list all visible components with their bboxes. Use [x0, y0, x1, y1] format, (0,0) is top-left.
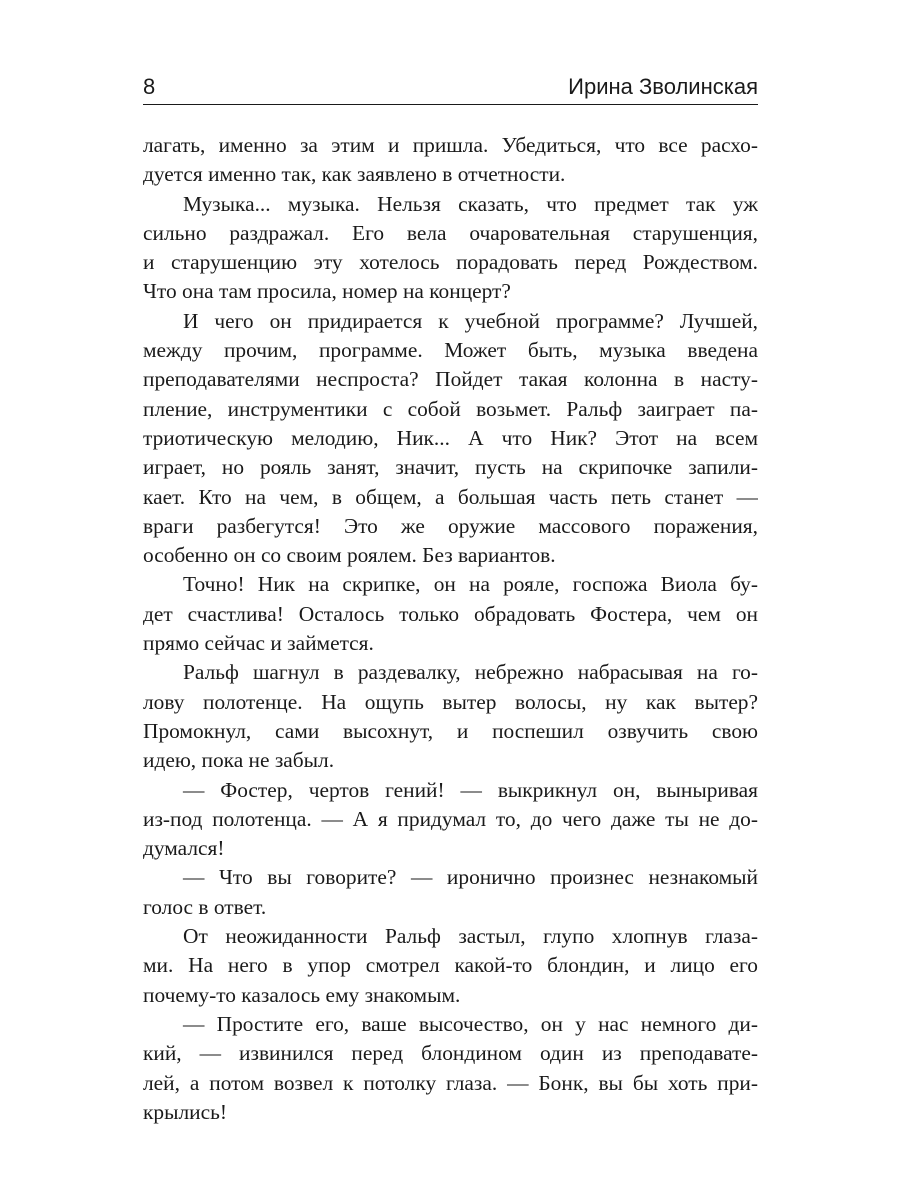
- text-line: пление, инструментики с собой возьмет. Ральф заиграет па-: [143, 396, 758, 421]
- text-line: триотическую мелодию, Ник... А что Ник? Этот на всем: [143, 425, 758, 450]
- text-line: Промокнул, сами высохнут, и поспешил озвучить свою: [143, 718, 758, 743]
- page-header: [143, 70, 758, 104]
- paragraph: [143, 307, 758, 571]
- text-line: — Что вы говорите? — иронично произнес незнакомый: [183, 865, 758, 890]
- running-title: Ирина Зволинская: [568, 74, 758, 99]
- text-line: лагать, именно за этим и пришла. Убедиться, что все расхо-: [143, 133, 758, 157]
- text-line: Точно! Ник на скрипке, он на рояле, госпожа Виола бу-: [183, 572, 758, 597]
- text-line: От неожиданности Ральф застыл, глупо хлопнув глаза-: [183, 924, 758, 949]
- text-line: преподавателями неспроста? Пойдет такая колонна в насту-: [143, 367, 758, 392]
- text-line: прямо сейчас и займется.: [143, 631, 374, 656]
- text-line: особенно он со своим роялем. Без вариантов.: [143, 543, 556, 568]
- paragraph: [143, 1010, 758, 1127]
- text-line: играет, но рояль занят, значит, пусть на скрипочке запили-: [143, 455, 758, 480]
- text-line: между прочим, программе. Может быть, музыка введена: [143, 338, 758, 363]
- text-line: Что она там просила, номер на концерт?: [143, 279, 511, 304]
- text-line: идею, пока не забыл.: [143, 748, 335, 773]
- header-rule: [143, 104, 758, 105]
- paragraph: [143, 570, 758, 658]
- paragraph: [143, 658, 758, 775]
- text-line: и старушенцию эту хотелось порадовать перед Рождеством.: [143, 250, 758, 275]
- text-line: дуется именно так, как заявлено в отчетности.: [143, 162, 566, 187]
- text-line: кает. Кто на чем, в общем, а большая часть петь станет —: [143, 484, 758, 509]
- text-line: думался!: [143, 836, 225, 861]
- paragraph: [143, 190, 758, 307]
- paragraph: [143, 922, 758, 1010]
- body-text: [143, 131, 758, 1127]
- text-line: Музыка... музыка. Нельзя сказать, что предмет так уж: [183, 191, 758, 216]
- text-line: дет счастлива! Осталось только обрадовать Фостера, чем он: [143, 601, 758, 626]
- page-number: 8: [143, 74, 156, 99]
- text-line: — Простите его, ваше высочество, он у нас немного ди-: [183, 1011, 758, 1036]
- text-line: Ральф шагнул в раздевалку, небрежно набрасывая на го-: [183, 660, 758, 685]
- paragraph: [143, 863, 758, 922]
- text-line: сильно раздражал. Его вела очаровательная старушенция,: [143, 220, 758, 245]
- text-line: И чего он придирается к учебной программе? Лучшей,: [183, 308, 758, 333]
- text-line: голос в ответ.: [143, 894, 267, 919]
- text-line: из-под полотенца. — А я придумал то, до чего даже ты не до-: [143, 806, 758, 831]
- paragraph: [143, 131, 758, 190]
- text-line: ми. На него в упор смотрел какой-то блондин, и лицо его: [143, 953, 758, 978]
- text-line: крылись!: [143, 1099, 227, 1124]
- paragraph: [143, 776, 758, 864]
- text-line: почему-то казалось ему знакомым.: [143, 982, 461, 1007]
- text-line: лей, а потом возвел к потолку глаза. — Бонк, вы бы хоть при-: [143, 1070, 758, 1095]
- text-line: — Фостер, чертов гений! — выкрикнул он, выныривая: [183, 777, 758, 802]
- text-line: лову полотенце. На ощупь вытер волосы, ну как вытер?: [143, 689, 758, 714]
- text-line: кий, — извинился перед блондином один из преподавате-: [143, 1041, 758, 1066]
- text-line: враги разбегутся! Это же оружие массового поражения,: [143, 513, 758, 538]
